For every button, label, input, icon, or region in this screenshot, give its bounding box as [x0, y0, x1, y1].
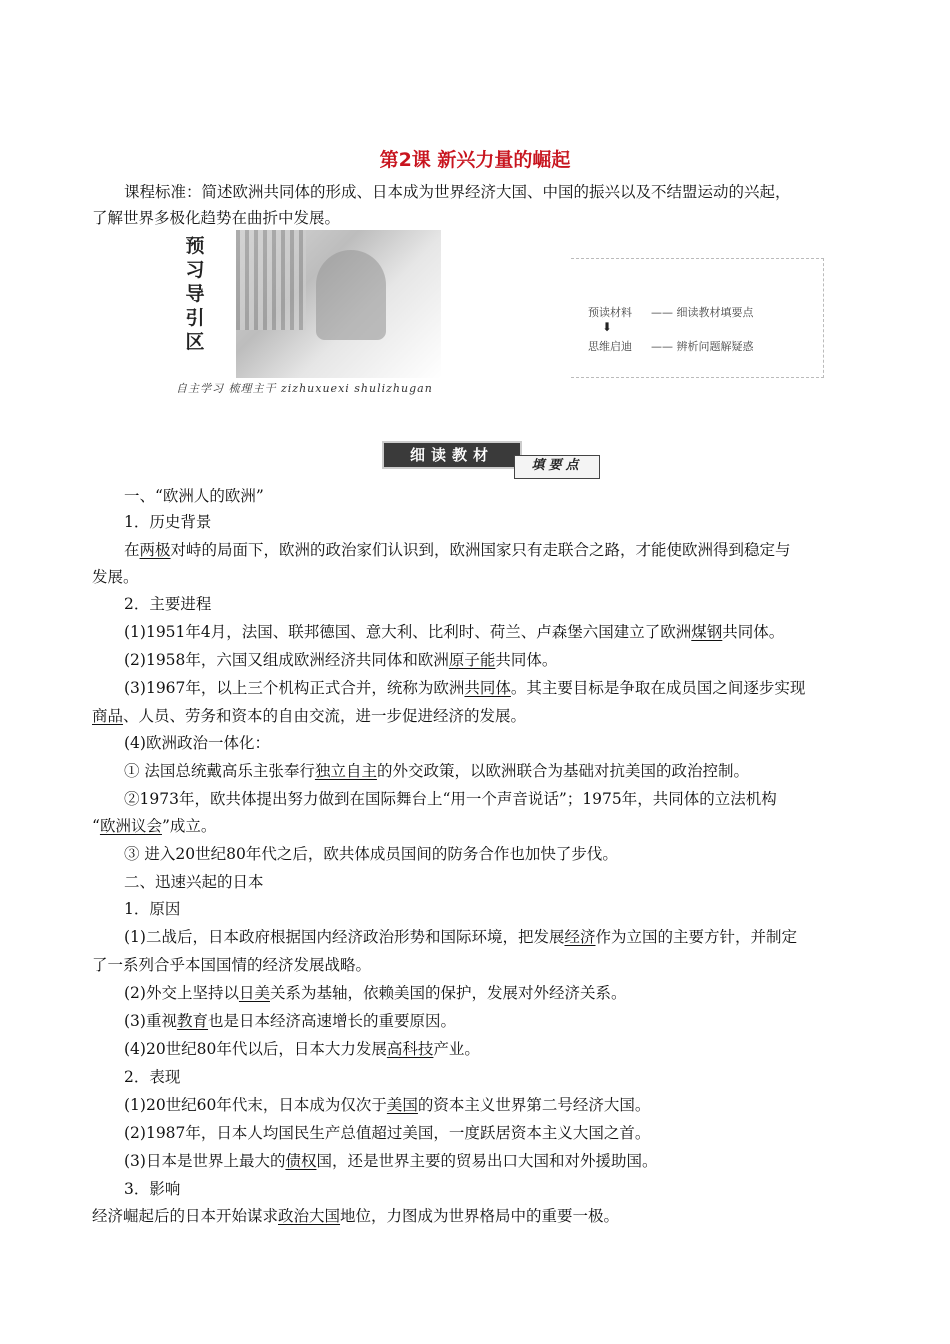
s1-integration-2-cont	[92, 816, 216, 836]
text: (1)二战后，日本政府根据国内经济政治形势和国际环境，把发展	[124, 928, 565, 946]
section-header-main: 细读教材	[382, 441, 522, 469]
s2-reason-4	[124, 1039, 480, 1059]
s2-performance-2: (2)1987年，日本人均国民生产总值超过美国，一度跃居资本主义大国之首。	[124, 1124, 651, 1142]
banner-step2-desc: —— 辨析问题解疑惑	[651, 340, 754, 353]
banner-vertical-title	[180, 234, 210, 354]
text: (3)重视	[124, 1012, 177, 1030]
banner-photo	[236, 230, 441, 378]
text: 国，还是世界主要的贸易出口大国和对外援助国。	[316, 1152, 658, 1170]
text: 的资本主义世界第二号经济大国。	[417, 1096, 651, 1114]
answer-blank: 独立自主	[314, 762, 377, 780]
answer-blank: 高科技	[386, 1040, 434, 1058]
s2-reason-2	[124, 983, 627, 1003]
page-title: 第2课 新兴力量的崛起	[379, 149, 571, 171]
s2-performance-3	[124, 1151, 658, 1171]
text: ① 法国总统戴高乐主张奉行	[124, 762, 315, 780]
section-header	[382, 441, 612, 477]
text: (2)外交上坚持以	[124, 984, 239, 1002]
s1-integration-1	[124, 761, 749, 781]
text: 作为立国的主要方针，并制定	[595, 928, 797, 946]
answer-blank: 教育	[176, 1012, 208, 1030]
s2-performance-1	[124, 1095, 650, 1115]
answer-blank: 债权	[285, 1152, 317, 1170]
text: 、人员、劳务和资本的自由交流，进一步促进经济的发展。	[123, 707, 527, 725]
answer-blank: 煤钢	[691, 623, 723, 641]
banner-char: 区	[185, 331, 205, 353]
answer-blank: 日美	[238, 984, 270, 1002]
answer-blank: 美国	[386, 1096, 418, 1114]
s1-background-text-cont: 发展。	[92, 568, 139, 586]
banner-subtitle: 自主学习 梳理主干 zizhuxuexi shulizhugan	[176, 382, 433, 395]
text: 也是日本经济高速增长的重要原因。	[207, 1012, 456, 1030]
s2-impact-text	[92, 1206, 619, 1226]
answer-blank: 两极	[139, 541, 171, 559]
text: 产业。	[433, 1040, 480, 1058]
s1-process-item3-cont	[92, 706, 526, 726]
s1-background-text	[124, 540, 791, 560]
s1-integration-3: ③ 进入20世纪80年代之后，欧共体成员国间的防务合作也加快了步伐。	[124, 845, 618, 863]
s2-reasons-heading: 1．原因	[124, 900, 181, 918]
answer-blank: 商品	[92, 707, 124, 725]
s1-process-item2	[124, 650, 557, 670]
answer-blank: 共同体	[464, 679, 511, 697]
answer-blank: 原子能	[448, 651, 496, 669]
s1-background-heading: 1．历史背景	[124, 513, 212, 531]
text: “	[92, 817, 100, 835]
text: 共同体。	[495, 651, 558, 669]
s1-process-heading: 2．主要进程	[124, 595, 212, 613]
section-header-sub: 填要点	[514, 455, 600, 479]
course-standard-line2: 了解世界多极化趋势在曲折中发展。	[92, 209, 341, 227]
text: 经济崛起后的日本开始谋求	[92, 1207, 279, 1225]
down-arrow-icon: ⬇	[602, 320, 613, 334]
banner-char: 导	[185, 283, 205, 305]
section1-heading: 一、“欧洲人的欧洲”	[124, 487, 264, 505]
s2-reason-1	[124, 927, 797, 947]
banner-char: 习	[185, 259, 205, 281]
preview-banner	[176, 230, 826, 400]
text: ”成立。	[161, 817, 217, 835]
s1-process-item4: (4)欧洲政治一体化：	[124, 734, 270, 752]
banner-char: 预	[185, 235, 205, 257]
s2-reason-1-cont: 了一系列合乎本国国情的经济发展战略。	[92, 956, 372, 974]
s2-performance-heading: 2．表现	[124, 1068, 181, 1086]
answer-blank: 政治大国	[278, 1207, 341, 1225]
text: (1)20世纪60年代末，日本成为仅次于	[124, 1096, 387, 1114]
text: 关系为基轴，依赖美国的保护，发展对外经济关系。	[269, 984, 627, 1002]
s2-reason-3	[124, 1011, 456, 1031]
text: 。其主要目标是争取在成员国之间逐步实现	[510, 679, 806, 697]
banner-step1-desc: —— 细读教材填要点	[651, 306, 754, 319]
text: 共同体。	[722, 623, 785, 641]
student-image	[316, 250, 386, 340]
course-standard-line1: 课程标准：简述欧洲共同体的形成、日本成为世界经济大国、中国的振兴以及不结盟运动的兴起，	[124, 183, 791, 201]
s1-process-item3	[124, 678, 805, 698]
answer-blank: 欧洲议会	[99, 817, 162, 835]
bookshelf-image	[236, 230, 306, 330]
text: 对峙的局面下，欧洲的政治家们认识到，欧洲国家只有走联合之路，才能使欧洲得到稳定与	[170, 541, 791, 559]
banner-step1-label: 预读材料	[588, 306, 632, 319]
banner-step2-label: 思维启迪	[588, 340, 632, 353]
section2-heading: 二、迅速兴起的日本	[124, 873, 264, 891]
s1-process-item1	[124, 622, 784, 642]
s2-impact-heading: 3．影响	[124, 1180, 181, 1198]
text: (3)1967年，以上三个机构正式合并，统称为欧洲	[124, 679, 465, 697]
text: 地位，力图成为世界格局中的重要一极。	[340, 1207, 620, 1225]
text: (3)日本是世界上最大的	[124, 1152, 286, 1170]
banner-char: 引	[185, 307, 205, 329]
answer-blank: 经济	[564, 928, 596, 946]
text: (4)20世纪80年代以后，日本大力发展	[124, 1040, 387, 1058]
text: (2)1958年，六国又组成欧洲经济共同体和欧洲	[124, 651, 449, 669]
s1-integration-2: ②1973年，欧共体提出努力做到在国际舞台上“用一个声音说话”；1975年，共同体的立法机构	[124, 790, 777, 808]
text: 的外交政策，以欧洲联合为基础对抗美国的政治控制。	[376, 762, 749, 780]
text: (1)1951年4月，法国、联邦德国、意大利、比利时、荷兰、卢森堡六国建立了欧洲	[124, 623, 692, 641]
text: 在	[124, 541, 140, 559]
